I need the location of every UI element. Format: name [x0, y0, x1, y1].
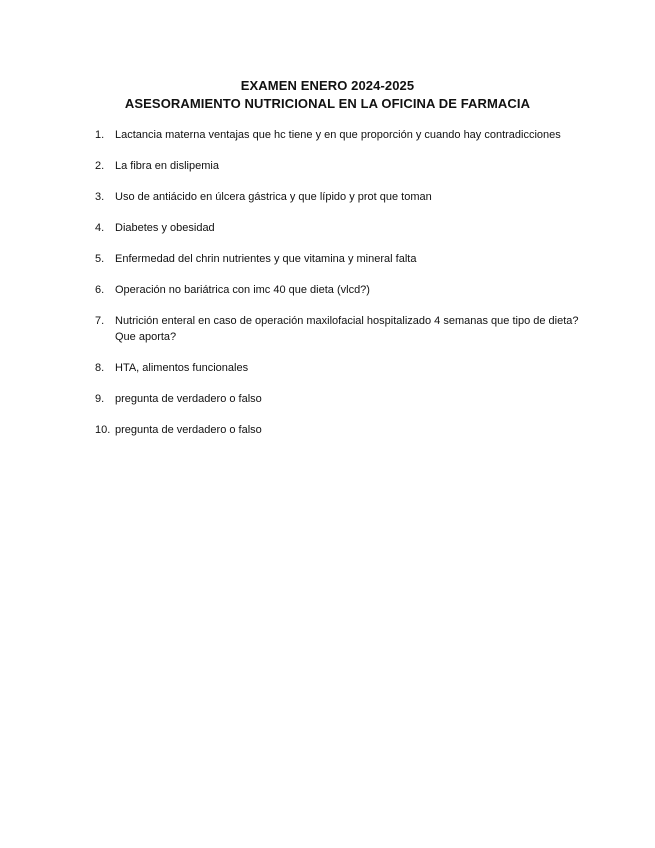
question-item: [95, 392, 585, 408]
question-number: 6.: [95, 284, 105, 296]
question-text: Operación no bariátrica con imc 40 que dieta (vlcd?): [115, 284, 370, 296]
question-text: Uso de antiácido en úlcera gástrica y que lípido y prot que toman: [115, 191, 432, 203]
question-text: La fibra en dislipemia: [115, 160, 219, 172]
document-title: [0, 77, 655, 113]
exam-title: EXAMEN ENERO 2024-2025: [240, 78, 415, 93]
question-number: 2.: [95, 160, 105, 172]
question-text: Diabetes y obesidad: [115, 222, 215, 234]
course-title: ASESORAMIENTO NUTRICIONAL EN LA OFICINA DE FARMACIA: [124, 96, 531, 111]
question-text: pregunta de verdadero o falso: [115, 392, 262, 405]
question-item: [95, 159, 585, 175]
question-number: 10.: [95, 423, 111, 436]
question-number: 8.: [95, 361, 105, 374]
question-item: [95, 252, 585, 268]
question-item: [95, 423, 585, 439]
question-item: [95, 361, 585, 377]
question-list: [95, 128, 585, 454]
question-item: [95, 190, 585, 206]
question-number: 1.: [95, 129, 105, 141]
question-text: Nutrición enteral en caso de operación maxilofacial hospitalizado 4 semanas que tipo de dieta? Que aporta?: [115, 315, 579, 343]
question-number: 9.: [95, 392, 105, 405]
question-number: 7.: [95, 315, 105, 327]
question-text: pregunta de verdadero o falso: [115, 423, 262, 436]
question-number: 5.: [95, 253, 105, 265]
question-item: [95, 128, 585, 144]
question-item: [95, 221, 585, 237]
question-number: 3.: [95, 191, 105, 203]
question-item: [95, 314, 585, 345]
question-number: 4.: [95, 222, 105, 234]
question-text: Lactancia materna ventajas que hc tiene y en que proporción y cuando hay contradicciones: [115, 129, 561, 141]
question-text: Enfermedad del chrin nutrientes y que vitamina y mineral falta: [115, 253, 417, 265]
question-item: [95, 283, 585, 299]
question-text: HTA, alimentos funcionales: [115, 361, 249, 374]
